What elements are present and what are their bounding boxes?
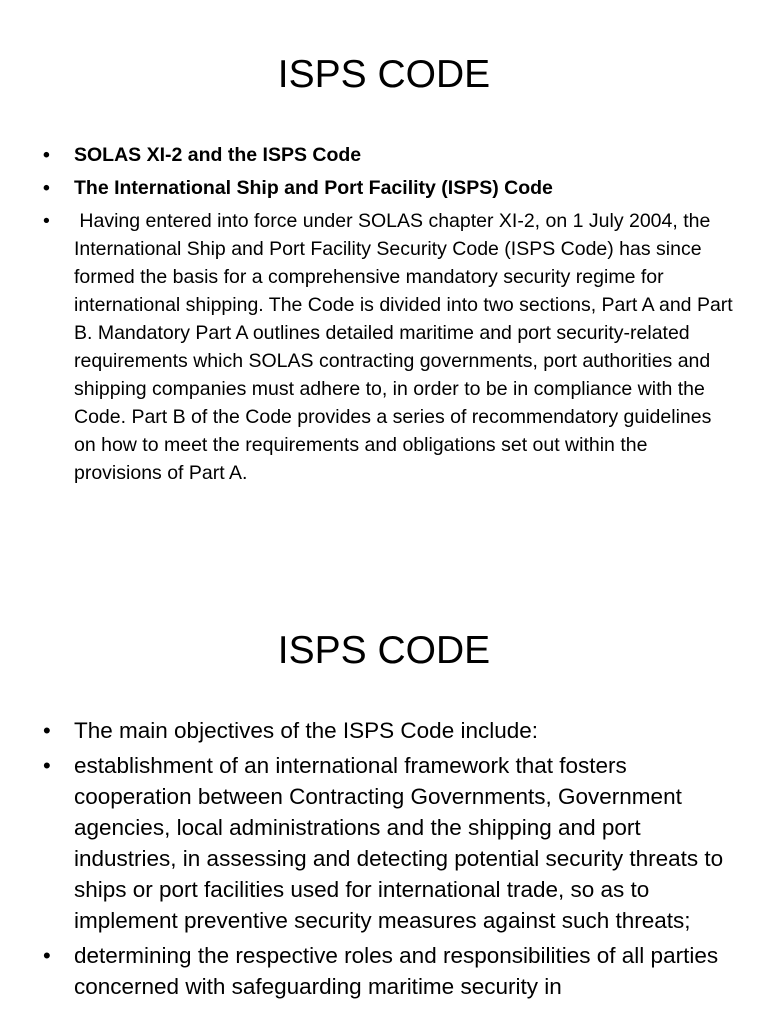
list-item-text: establishment of an international framework that fosters cooperation between Contracting Governments, Government agencies, local administrations and the shipping and port industries, in assessing and detecting potential security threats to ships or port facilities used for international trade, so as to implement preventive security measures against such threats; bbox=[74, 753, 724, 933]
list-item-text: The main objectives of the ISPS Code include: bbox=[74, 718, 539, 743]
bullet-icon: • bbox=[43, 177, 50, 199]
list-item-text: Having entered into force under SOLAS chapter XI-2, on 1 July 2004, the International Ship and Port Facility Security Code (ISPS Code) has since formed the basis for a comprehensive mandatory security regime for international shipping. The Code is divided into two sections, Part A and Part B. Mandatory Part A outlines detailed maritime and port security-related requirements which SOLAS contracting governments, port authorities and shipping companies must adhere to, in order to be in compliance with the Code. Part B of the Code provides a series of recommendatory guidelines on how to meet the requirements and obligations set out within the provisions of Part A. bbox=[74, 210, 739, 484]
bullet-icon: • bbox=[43, 943, 51, 968]
bullet-list bbox=[0, 141, 768, 492]
bullet-list bbox=[0, 715, 768, 1006]
bullet-icon: • bbox=[43, 210, 50, 232]
bullet-icon: • bbox=[43, 753, 51, 778]
list-item bbox=[0, 940, 768, 1002]
list-item bbox=[0, 207, 768, 487]
list-item bbox=[0, 750, 768, 936]
slide-title: ISPS CODE bbox=[277, 53, 491, 96]
slide-title: ISPS CODE bbox=[277, 629, 491, 672]
bullet-icon: • bbox=[43, 718, 51, 743]
list-item bbox=[0, 715, 768, 746]
bullet-icon: • bbox=[43, 144, 50, 166]
slide-2 bbox=[0, 576, 768, 1024]
list-item bbox=[0, 174, 768, 202]
list-item-text: The International Ship and Port Facility (ISPS) Code bbox=[74, 177, 553, 199]
list-item-text: determining the respective roles and responsibilities of all parties concerned with safeguarding maritime security in bbox=[74, 943, 719, 999]
list-item-text: SOLAS XI-2 and the ISPS Code bbox=[74, 144, 362, 166]
list-item bbox=[0, 141, 768, 169]
